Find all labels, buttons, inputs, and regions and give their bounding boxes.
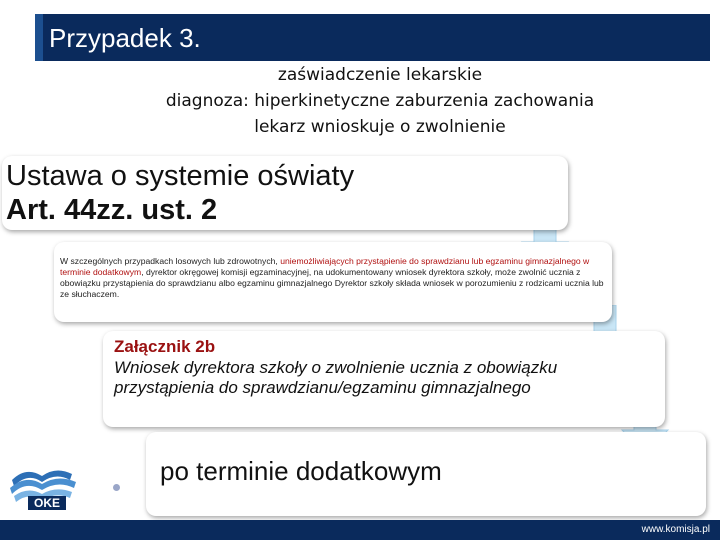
excerpt-highlight: uniemożliwiających przystąpienie do sprawdzianu lub egzaminu gimnazjalnego w terminie dodatkowym bbox=[60, 256, 590, 277]
law-article bbox=[6, 194, 217, 227]
law-article-rest: zz. ust. 2 bbox=[96, 194, 218, 226]
excerpt-text bbox=[60, 256, 606, 300]
title-accent bbox=[35, 14, 43, 61]
law-article-main: Art. 44 bbox=[6, 194, 97, 226]
final-card bbox=[146, 432, 706, 516]
annex-description: Wniosek dyrektora szkoły o zwolnienie ucznia z obowiązku przystąpienia do sprawdzianu/egzaminu gimnazjalnego bbox=[114, 358, 558, 397]
intro-block bbox=[100, 62, 660, 140]
annex-card bbox=[103, 331, 665, 427]
title-bar bbox=[35, 14, 710, 61]
intro-line-3: lekarz wnioskuje o zwolnienie bbox=[254, 117, 506, 137]
footer-url[interactable]: www.komisja.pl bbox=[641, 524, 710, 535]
final-text: po terminie dodatkowym bbox=[160, 456, 442, 486]
law-title: Ustawa o systemie oświaty bbox=[6, 160, 355, 192]
intro-line-2: diagnoza: hiperkinetyczne zaburzenia zachowania bbox=[165, 91, 595, 111]
excerpt-part-1: W szczególnych przypadkach losowych lub zdrowotnych, bbox=[60, 256, 281, 266]
footer-bar bbox=[0, 520, 720, 540]
law-card bbox=[2, 156, 568, 230]
bullet-dot bbox=[113, 484, 120, 491]
oke-logo-icon bbox=[6, 458, 80, 520]
annex-title: Załącznik 2b bbox=[114, 337, 216, 356]
slide-title: Przypadek 3. bbox=[49, 23, 201, 53]
logo-text: OKE bbox=[33, 496, 61, 510]
excerpt-card bbox=[54, 242, 612, 322]
excerpt-part-2: , dyrektor okręgowej komisji egzaminacyjnej, na udokumentowany wniosek dyrektora szkoły, może zwolnić ucznia z obowiązku przystąpienia do sprawdzianu albo egzaminu gimnazjalnego Dyrektor szkoły składa wniosek w porozumieniu z rodzicami ucznia lub ze słuchaczem. bbox=[60, 267, 604, 299]
intro-line-1: zaświadczenie lekarskie bbox=[277, 65, 483, 85]
